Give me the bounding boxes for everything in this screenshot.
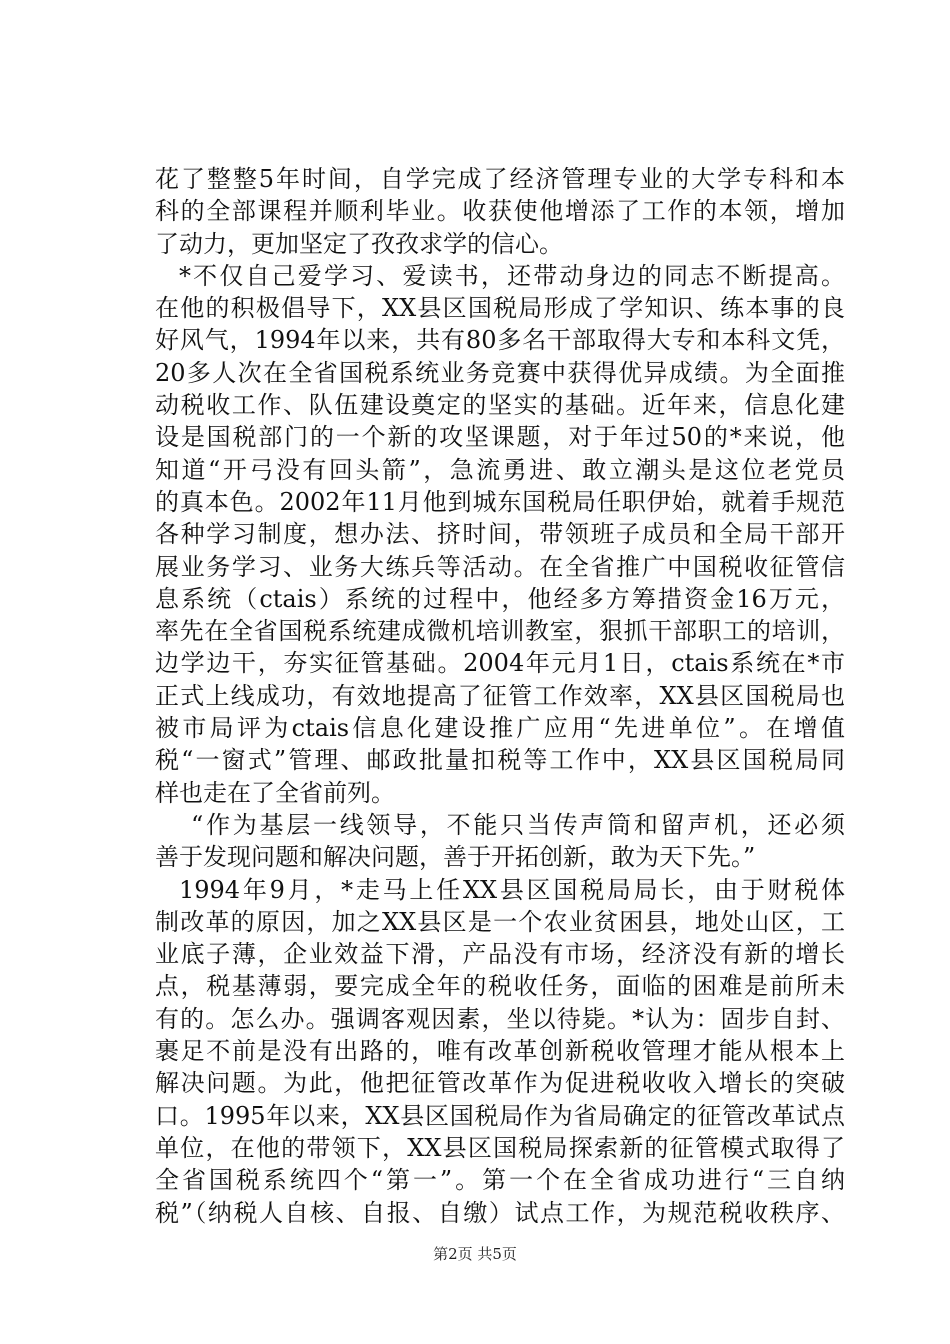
- text-line: 税“一窗式”管理、邮政批量扣税等工作中，XX县区国税局同: [155, 746, 845, 775]
- text-line: 科的全部课程并顺利毕业。收获使他增添了工作的本领，增加: [155, 197, 845, 226]
- paragraph-first-line: 1994年9月，*走马上任XX县区国税局局长，由于财税体: [179, 875, 845, 904]
- text-line: 善于发现问题和解决问题，善于开拓创新，敢为天下先。”: [155, 843, 756, 872]
- text-line: 了动力，更加坚定了孜孜求学的信心。: [155, 229, 563, 258]
- text-line: 息系统（ctais）系统的过程中，他经多方筹措资金16万元，: [155, 584, 845, 613]
- text-line: 样也走在了全省前列。: [155, 778, 395, 807]
- text-line: 展业务学习、业务大练兵等活动。在全省推广中国税收征管信: [155, 552, 845, 581]
- text-line: 知道“开弓没有回头箭”，急流勇进、敢立潮头是这位老党员: [155, 455, 845, 484]
- text-line: 制改革的原因，加之XX县区是一个农业贫困县，地处山区，工: [155, 907, 845, 936]
- page-number-footer: 第2页 共5页: [433, 1245, 517, 1263]
- text-line: 正式上线成功，有效地提高了征管工作效率，XX县区国税局也: [155, 681, 845, 710]
- text-line: 全省国税系统四个“第一”。第一个在全省成功进行“三自纳: [155, 1166, 845, 1195]
- text-line: 率先在全省国税系统建成微机培训教室，狠抓干部职工的培训，: [155, 617, 845, 646]
- text-line: 好风气，1994年以来，共有80多名干部取得大专和本科文凭，: [155, 326, 845, 355]
- text-line: 20多人次在全省国税系统业务竞赛中获得优异成绩。为全面推: [155, 358, 845, 387]
- text-line: 各种学习制度，想办法、挤时间，带领班子成员和全局干部开: [155, 520, 845, 549]
- text-line: 花了整整5年时间，自学完成了经济管理专业的大学专科和本: [155, 165, 845, 193]
- text-line: 边学边干，夯实征管基础。2004年元月1日，ctais系统在*市: [155, 649, 845, 678]
- text-line: 的真本色。2002年11月他到城东国税局任职伊始，就着手规范: [155, 487, 845, 516]
- text-line: 在他的积极倡导下，XX县区国税局形成了学知识、练本事的良: [155, 294, 845, 323]
- text-line: 点，税基薄弱，要完成全年的税收任务，面临的困难是前所未: [155, 972, 845, 1001]
- text-line: 单位，在他的带领下，XX县区国税局探索新的征管模式取得了: [155, 1133, 845, 1162]
- text-line: 设是国税部门的一个新的攻坚课题，对于年过50的*来说，他: [155, 423, 845, 452]
- paragraph-first-line: *不仅自己爱学习、爱读书，还带动身边的同志不断提高。: [179, 261, 845, 290]
- text-line: 口。1995年以来，XX县区国税局作为省局确定的征管改革试点: [155, 1101, 845, 1130]
- text-line: 税”（纳税人自核、自报、自缴）试点工作，为规范税收秩序、: [155, 1198, 845, 1227]
- body-text: [155, 163, 845, 1229]
- text-line: 被市局评为ctais信息化建设推广应用“先进单位”。在增值: [155, 714, 845, 743]
- text-line: 解决问题。为此，他把征管改革作为促进税收收入增长的突破: [155, 1069, 845, 1098]
- text-line: 有的。怎么办。强调客观因素，坐以待毙。*认为：固步自封、: [155, 1004, 845, 1033]
- quote-first-line: “作为基层一线领导，不能只当传声筒和留声机，还必须: [191, 810, 845, 839]
- text-line: 裹足不前是没有出路的，唯有改革创新税收管理才能从根本上: [155, 1037, 845, 1066]
- text-line: 动税收工作、队伍建设奠定的坚实的基础。近年来，信息化建: [155, 391, 845, 420]
- text-line: 业底子薄，企业效益下滑，产品没有市场，经济没有新的增长: [155, 940, 845, 969]
